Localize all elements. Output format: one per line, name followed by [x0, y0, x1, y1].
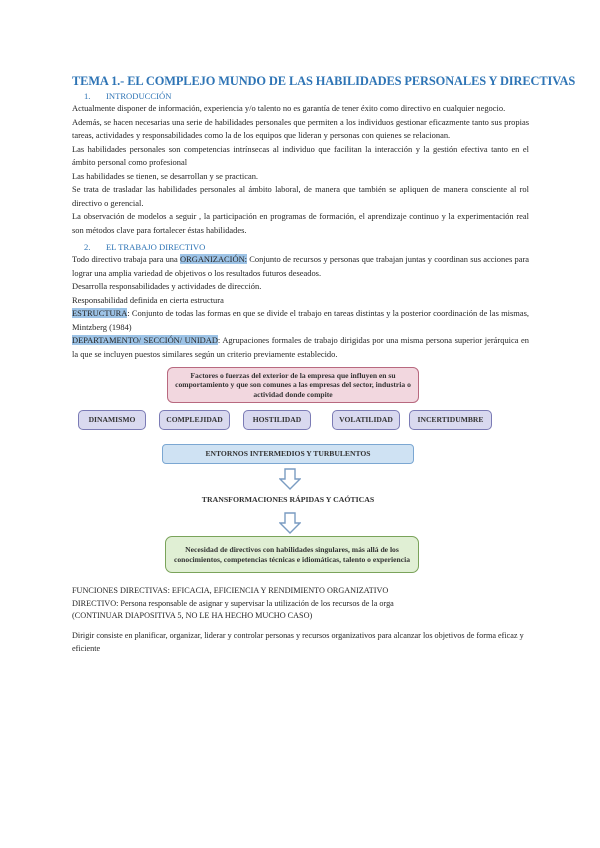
section-number: 1.	[84, 91, 91, 101]
transformaciones-label: TRANSFORMACIONES RÁPIDAS Y CAÓTICAS	[201, 495, 375, 505]
factor-complejidad: COMPLEJIDAD	[159, 410, 230, 430]
paragraph-dirigir: Dirigir consiste en planificar, organizar, liderar y controlar personas y recursos organizativos para alcanzar los objetivos de forma eficaz y eficiente	[72, 630, 524, 653]
necesidad-directivos-box: Necesidad de directivos con habilidades singulares, más allá de los conocimientos, competencias técnicas e idiomáticas, talento o experiencia	[165, 536, 419, 573]
paragraph: Responsabilidad definida en cierta estructura	[72, 294, 224, 305]
line-funciones: FUNCIONES DIRECTIVAS: EFICACIA, EFICIENCIA Y RENDIMIENTO ORGANIZATIVO	[72, 586, 389, 595]
section-label: INTRODUCCIÓN	[106, 91, 172, 101]
down-arrow-icon	[279, 468, 301, 490]
paragraph-estructura	[72, 307, 529, 334]
highlight-term: DEPARTAMENTO/ SECCIÓN/ UNIDAD	[72, 335, 218, 345]
text: : Agrupaciones formales de trabajo dirigidas por una misma persona superior jerárquica en la que se incluyen puestos similares según un criterio previamente establecido.	[72, 335, 529, 359]
factor-volatilidad: VOLATILIDAD	[332, 410, 400, 430]
section-number: 2.	[84, 242, 91, 252]
paragraph: Las habilidades personales son competencias intrínsecas al individuo que facilitan la interacción y la gestión efectiva tanto en el ámbito personal como profesional	[72, 143, 529, 167]
page-title: TEMA 1.- EL COMPLEJO MUNDO DE LAS HABILIDADES PERSONALES Y DIRECTIVAS	[72, 74, 576, 88]
external-factors-box: Factores o fuerzas del exterior de la empresa que influyen en su comportamiento y que son comunes a las empresas del sector, industria o actividad donde compite	[167, 367, 419, 403]
text: Todo directivo trabaja para una	[72, 254, 180, 264]
section-label: EL TRABAJO DIRECTIVO	[106, 242, 206, 252]
highlight-term: ORGANIZACIÓN:	[180, 254, 248, 264]
paragraph: La observación de modelos a seguir , la participación en programas de formación, el aprendizaje continuo y la experimentación real son métodos clave para fortalecer éstas habilidades.	[72, 211, 529, 235]
paragraph-organizacion	[72, 253, 529, 280]
factor-incertidumbre: INCERTIDUMBRE	[409, 410, 492, 430]
paragraph-departamento	[72, 334, 529, 361]
factor-hostilidad: HOSTILIDAD	[243, 410, 311, 430]
paragraph: Se trata de trasladar las habilidades personales al ámbito laboral, de manera que también se apliquen de manera consciente al rol directivo o gerencial.	[72, 184, 529, 208]
section-heading-introduccion	[84, 91, 529, 101]
paragraph: Las habilidades se tienen, se desarrollan y se practican.	[72, 170, 259, 181]
paragraph: Además, se hacen necesarias una serie de habilidades personales que permiten a los individuos gestionar eficazmente tanto sus propias tareas, actividades y responsabilidades como la de los equipos que lideran y personas con quienes se relacionan.	[72, 116, 529, 140]
paragraph: Actualmente disponer de información, experiencia y/o talento no es garantía de tener éxito como directivo en cualquier negocio.	[72, 103, 506, 113]
document-page	[72, 74, 576, 656]
entornos-box: ENTORNOS INTERMEDIOS Y TURBULENTOS	[162, 444, 414, 464]
section-heading-trabajo-directivo	[84, 242, 529, 252]
line-directivo: DIRECTIVO: Persona responsable de asignar y supervisar la utilización de los recursos de la orga	[72, 598, 394, 608]
factor-dinamismo: DINAMISMO	[78, 410, 146, 430]
highlight-term: ESTRUCTURA	[72, 308, 128, 318]
text: : Conjunto de todas las formas en que se divide el trabajo en tareas distintas y la posterior coordinación de las mismas, Mintzberg (1984)	[72, 308, 529, 332]
paragraph: Desarrolla responsabilidades y actividades de dirección.	[72, 281, 262, 291]
text: Conjunto de recursos y personas que trabajan juntas y coordinan sus acciones para lograr una amplia variedad de objetivos o los resultados futuros deseados.	[72, 254, 529, 278]
line-continuar: (CONTINUAR DIAPOSITIVA 5, NO LE HA HECHO MUCHO CASO)	[72, 611, 313, 620]
entorno-diagram	[72, 364, 529, 582]
down-arrow-icon	[279, 512, 301, 534]
